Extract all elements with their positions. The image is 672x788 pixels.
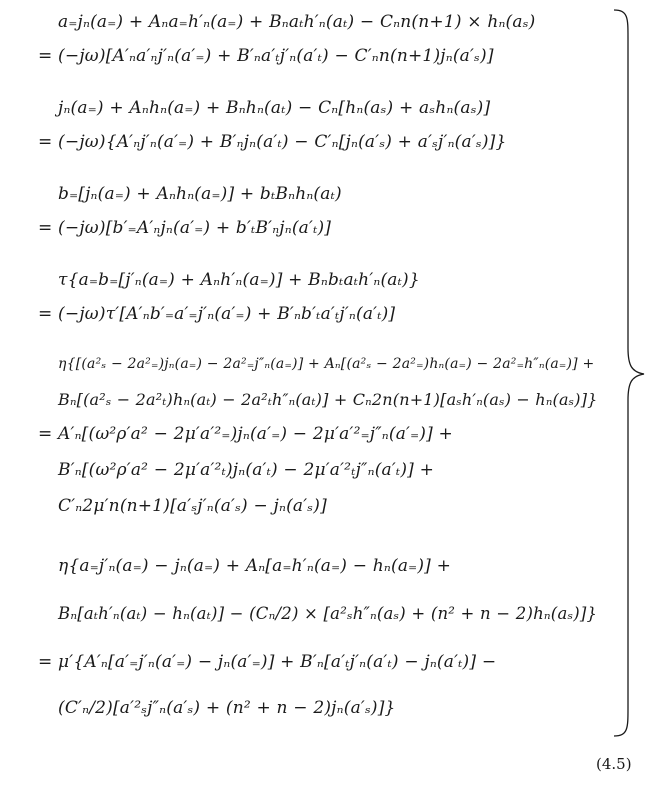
right-brace (604, 8, 652, 738)
equation-line: Bₙ[(a²ₛ − 2a²ₜ)hₙ(aₜ) − 2a²ₜh″ₙ(aₜ)] + Cₙ2n(n+1)[aₛh′ₙ(aₛ) − hₙ(aₛ)]} (58, 390, 598, 409)
equation-line: = (−jω)τ′[A′ₙb′₌a′₌j′ₙ(a′₌) + B′ₙb′ₜa′ₜj′ₙ(a′ₜ)] (38, 304, 396, 324)
equation-line: (C′ₙ/2)[a′²ₛj″ₙ(a′ₛ) + (n² + n − 2)jₙ(a′ₛ)]} (58, 698, 396, 718)
equation-line: = A′ₙ[(ω²ρ′a² − 2μ′a′²₌)jₙ(a′₌) − 2μ′a′²₌j″ₙ(a′₌)] + (38, 424, 453, 444)
equation-line: B′ₙ[(ω²ρ′a² − 2μ′a′²ₜ)jₙ(a′ₜ) − 2μ′a′²ₜj″ₙ(a′ₜ)] + (58, 460, 435, 480)
equation-line: C′ₙ2μ′n(n+1)[a′ₛj′ₙ(a′ₛ) − jₙ(a′ₛ)] (58, 496, 327, 516)
equation-line: η{[(a²ₛ − 2a²₌)jₙ(a₌) − 2a²₌j″ₙ(a₌)] + Aₙ[(a²ₛ − 2a²₌)hₙ(a₌) − 2a²₌h″ₙ(a₌)] + (58, 356, 595, 372)
equation-line: Bₙ[aₜh′ₙ(aₜ) − hₙ(aₜ)] − (Cₙ/2) × [a²ₛh″ₙ(aₛ) + (n² + n − 2)hₙ(aₛ)]} (58, 604, 598, 623)
equation-line: jₙ(a₌) + Aₙhₙ(a₌) + Bₙhₙ(aₜ) − Cₙ[hₙ(aₛ) + aₛhₙ(aₛ)] (58, 98, 491, 118)
equation-line: = (−jω)[b′₌A′ₙjₙ(a′₌) + b′ₜB′ₙjₙ(a′ₜ)] (38, 218, 332, 238)
equation-line: η{a₌j′ₙ(a₌) − jₙ(a₌) + Aₙ[a₌h′ₙ(a₌) − hₙ(a₌)] + (58, 556, 452, 576)
equation-line: a₌jₙ(a₌) + Aₙa₌h′ₙ(a₌) + Bₙaₜh′ₙ(aₜ) − Cₙn(n+1) × hₙ(aₛ) (58, 12, 536, 32)
equation-line: = (−jω)[A′ₙa′ₙj′ₙ(a′₌) + B′ₙa′ₜj′ₙ(a′ₜ) − C′ₙn(n+1)jₙ(a′ₛ)] (38, 46, 494, 66)
equation-line: = (−jω){A′ₙj′ₙ(a′₌) + B′ₙjₙ(a′ₜ) − C′ₙ[jₙ(a′ₛ) + a′ₛj′ₙ(a′ₛ)]} (38, 132, 507, 152)
equation-line: = μ′{A′ₙ[a′₌j′ₙ(a′₌) − jₙ(a′₌)] + B′ₙ[a′ₜj′ₙ(a′ₜ) − jₙ(a′ₜ)] − (38, 652, 497, 672)
equation-line: b₌[jₙ(a₌) + Aₙhₙ(a₌)] + bₜBₙhₙ(aₜ) (58, 184, 342, 204)
equation-line: τ{a₌b₌[j′ₙ(a₌) + Aₙh′ₙ(a₌)] + Bₙbₜaₜh′ₙ(aₜ)} (58, 270, 420, 290)
equation-number: (4.5) (596, 755, 632, 773)
